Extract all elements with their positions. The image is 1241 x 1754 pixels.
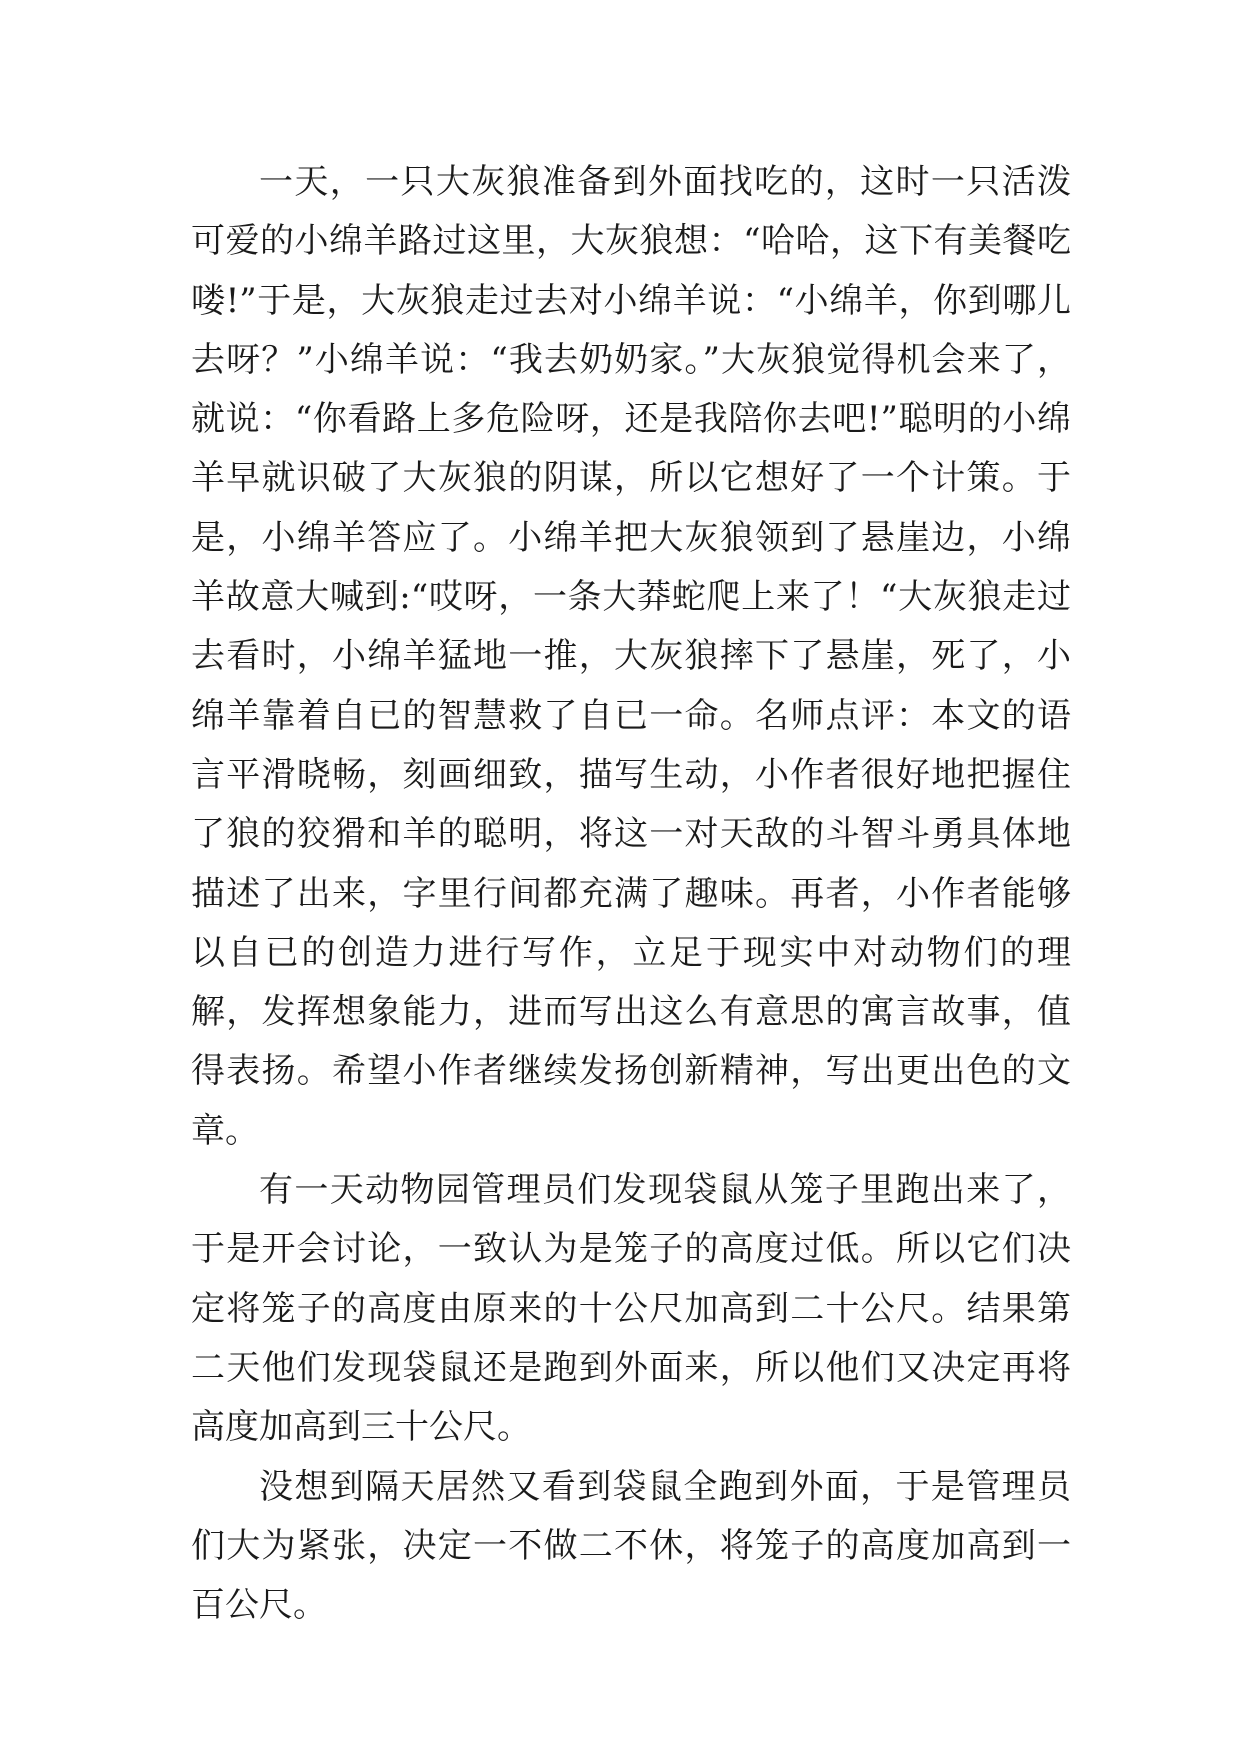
paragraph-wolf-and-lamb: 一天，一只大灰狼准备到外面找吃的，这时一只活泼可爱的小绵羊路过这里，大灰狼想：“哈哈，这下有美餐吃喽!”于是，大灰狼走过去对小绵羊说：“小绵羊，你到哪儿去呀？”小绵羊说：“我去奶奶家。”大灰狼觉得机会来了，就说：“你看路上多危险呀，还是我陪你去吧!”聪明的小绵羊早就识破了大灰狼的阴谋，所以它想好了一个计策。于是，小绵羊答应了。小绵羊把大灰狼领到了悬崖边，小绵羊故意大喊到:“哎呀，一条大莽蛇爬上来了！“大灰狼走过去看时，小绵羊猛地一推，大灰狼摔下了悬崖，死了，小绵羊靠着自已的智慧救了自已一命。名师点评：本文的语言平滑晓畅，刻画细致，描写生动，小作者很好地把握住了狼的狡猾和羊的聪明，将这一对天敌的斗智斗勇具体地描述了出来，字里行间都充满了趣味。再者，小作者能够以自已的创造力进行写作，立足于现实中对动物们的理解，发挥想象能力，进而写出这么有意思的寓言故事，值得表扬。希望小作者继续发扬创新精神，写出更出色的文章。 (191, 162, 1071, 1151)
paragraph-kangaroo-escape-again: 没想到隔天居然又看到袋鼠全跑到外面，于是管理员们大为紧张，决定一不做二不休，将笼子的高度加高到一百公尺。 (191, 1466, 1071, 1626)
document-body (191, 153, 1071, 1635)
paragraph-kangaroo-cage: 有一天动物园管理员们发现袋鼠从笼子里跑出来了，于是开会讨论，一致认为是笼子的高度过低。所以它们决定将笼子的高度由原来的十公尺加高到二十公尺。结果第二天他们发现袋鼠还是跑到外面来，所以他们又决定再将高度加高到三十公尺。 (191, 1170, 1071, 1448)
